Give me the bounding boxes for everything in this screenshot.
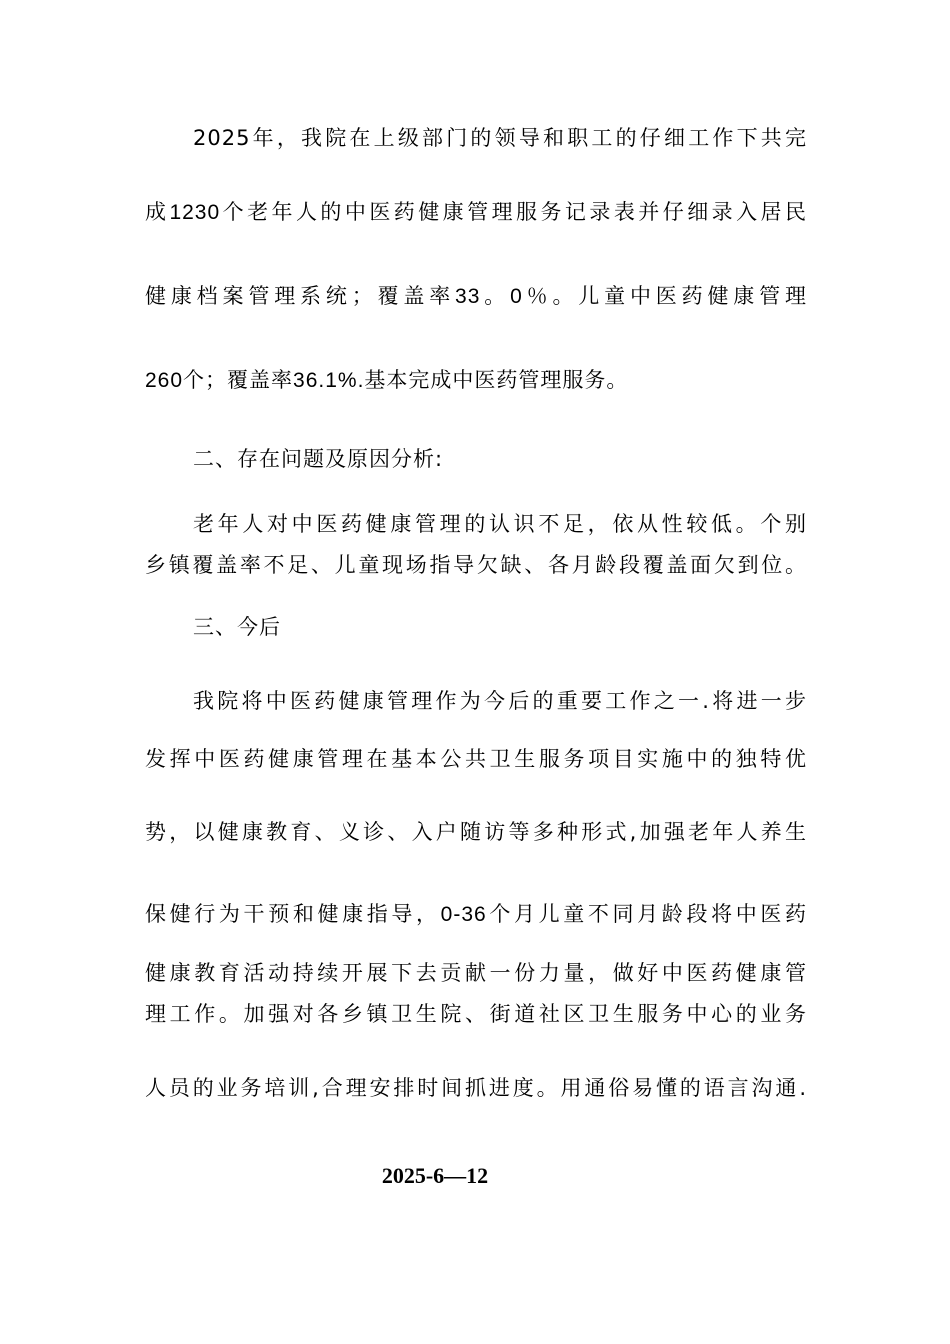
section-3-line-4: 保健行为干预和健康指导，0-36个月儿童不同月龄段将中医药 [145, 903, 807, 926]
section-2-line-1: 老年人对中医药健康管理的认识不足，依从性较低。个别 [193, 512, 807, 536]
section-3-line-3: 势，以健康教育、义诊、入户随访等多种形式,加强老年人养生 [145, 820, 807, 844]
section-2-line-2: 乡镇覆盖率不足、儿童现场指导欠缺、各月龄段覆盖面欠到位。 [145, 553, 807, 577]
section-3-heading: 三、今后 [193, 615, 281, 639]
section-3-line-7: 人员的业务培训,合理安排时间抓进度。用通俗易懂的语言沟通. [145, 1076, 807, 1100]
section-3-line-6: 理工作。加强对各乡镇卫生院、街道社区卫生服务中心的业务 [145, 1002, 807, 1026]
section-3-line-5: 健康教育活动持续开展下去贡献一份力量，做好中医药健康管 [145, 961, 807, 985]
paragraph-1-line-2: 成1230个老年人的中医药健康管理服务记录表并仔细录入居民 [145, 201, 807, 224]
paragraph-1-line-4: 260个；覆盖率36.1%.基本完成中医药管理服务。 [145, 369, 629, 392]
document-date: 2025-6—12 [381, 1163, 489, 1188]
section-2-heading: 二、存在问题及原因分析: [193, 447, 444, 471]
section-3-line-1: 我院将中医药健康管理作为今后的重要工作之一.将进一步 [193, 689, 807, 713]
paragraph-1-line-3: 健康档案管理系统；覆盖率33。0％。儿童中医药健康管理 [145, 285, 807, 308]
section-3-line-2: 发挥中医药健康管理在基本公共卫生服务项目实施中的独特优 [145, 747, 807, 771]
paragraph-1-line-1: 2025年，我院在上级部门的领导和职工的仔细工作下共完 [193, 126, 807, 150]
